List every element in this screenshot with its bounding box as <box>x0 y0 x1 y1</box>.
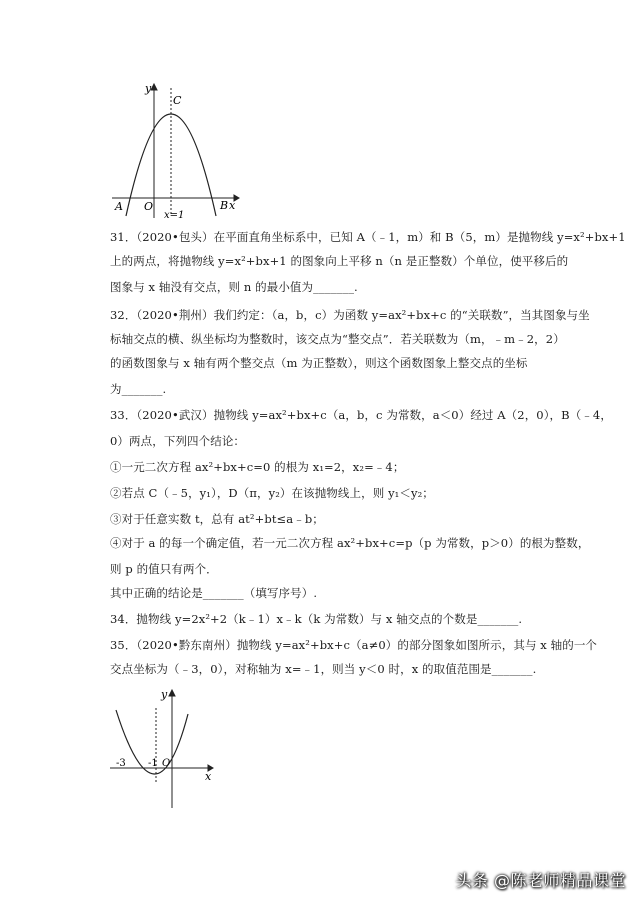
q33-line-8: 其中正确的结论是_______（填写序号）. <box>110 586 318 600</box>
q32-line-1: 32．（2020•荆州）我们约定：（a，b，c）为函数 y=ax²+bx+c 的“关联数”，当其图象与坐 <box>110 308 590 322</box>
watermark: 头条 @陈老师精品课堂 <box>455 871 626 890</box>
q35-line-1: 35．（2020•黔东南州）抛物线 y=ax²+bx+c（a≠0）的部分图象如图所示，其与 x 轴的一个 <box>110 638 598 652</box>
q32-line-3: 的函数图象与 x 轴有两个整交点（m 为正整数），则这个函数图象上整交点的坐标 <box>110 356 528 370</box>
q33-line-4: ②若点 C（﹣5，y₁），D（π，y₂）在该抛物线上，则 y₁＜y₂； <box>110 486 434 500</box>
q34-line-1: 34．抛物线 y=2x²+2（k﹣1）x﹣k（k 为常数）与 x 轴交点的个数是_______. <box>110 612 523 626</box>
q33-line-6: ④对于 a 的每一个确定值，若一元二次方程 ax²+bx+c=p（p 为常数，p＞0）的根为整数， <box>110 536 590 550</box>
label-o: O <box>144 200 154 213</box>
y-axis-arrow-icon <box>169 690 175 696</box>
label-x: x <box>205 770 212 783</box>
label-c: C <box>173 94 182 107</box>
q31-line-2: 上的两点，将抛物线 y=x²+bx+1 的图象向上平移 n（n 是正整数）个单位，使平移后的 <box>110 254 569 268</box>
label-b: B <box>220 199 229 212</box>
parabola-figure-1 <box>108 78 240 220</box>
q33-line-3: ①一元二次方程 ax²+bx+c=0 的根为 x₁=2，x₂=﹣4； <box>110 460 405 474</box>
label-y: y <box>145 82 152 95</box>
label-a: A <box>115 200 123 213</box>
label-o: O <box>162 758 171 769</box>
q31-line-1: 31．（2020•包头）在平面直角坐标系中，已知 A（﹣1，m）和 B（5，m）是抛物线 y=x²+bx+1 <box>110 230 626 244</box>
q35-line-2: 交点坐标为（﹣3，0），对称轴为 x=﹣1，则当 y＜0 时，x 的取值范围是_______. <box>110 662 537 676</box>
y-axis-arrow-icon <box>151 84 157 90</box>
label-y: y <box>161 688 168 701</box>
q33-line-7: 则 p 的值只有两个． <box>110 562 218 576</box>
label-axis-eq: x=1 <box>164 210 185 220</box>
q32-line-2: 标轴交点的横、纵坐标均为整数时，该交点为“整交点”．若关联数为（m，﹣m﹣2，2） <box>110 332 565 346</box>
label-minus3: -3 <box>116 758 126 769</box>
label-x: x <box>229 199 236 212</box>
parabola-figure-2 <box>108 684 218 810</box>
q33-line-5: ③对于任意实数 t，总有 at²+bt≤a﹣b； <box>110 512 324 526</box>
label-minus1: -1 <box>148 758 158 769</box>
q33-line-2: 0）两点，下列四个结论： <box>110 434 246 448</box>
q32-line-4: 为_______. <box>110 382 167 396</box>
q31-line-3: 图象与 x 轴没有交点，则 n 的最小值为_______. <box>110 280 358 294</box>
q33-line-1: 33．（2020•武汉）抛物线 y=ax²+bx+c（a，b，c 为常数，a＜0）经过 A（2，0），B（﹣4， <box>110 408 612 422</box>
